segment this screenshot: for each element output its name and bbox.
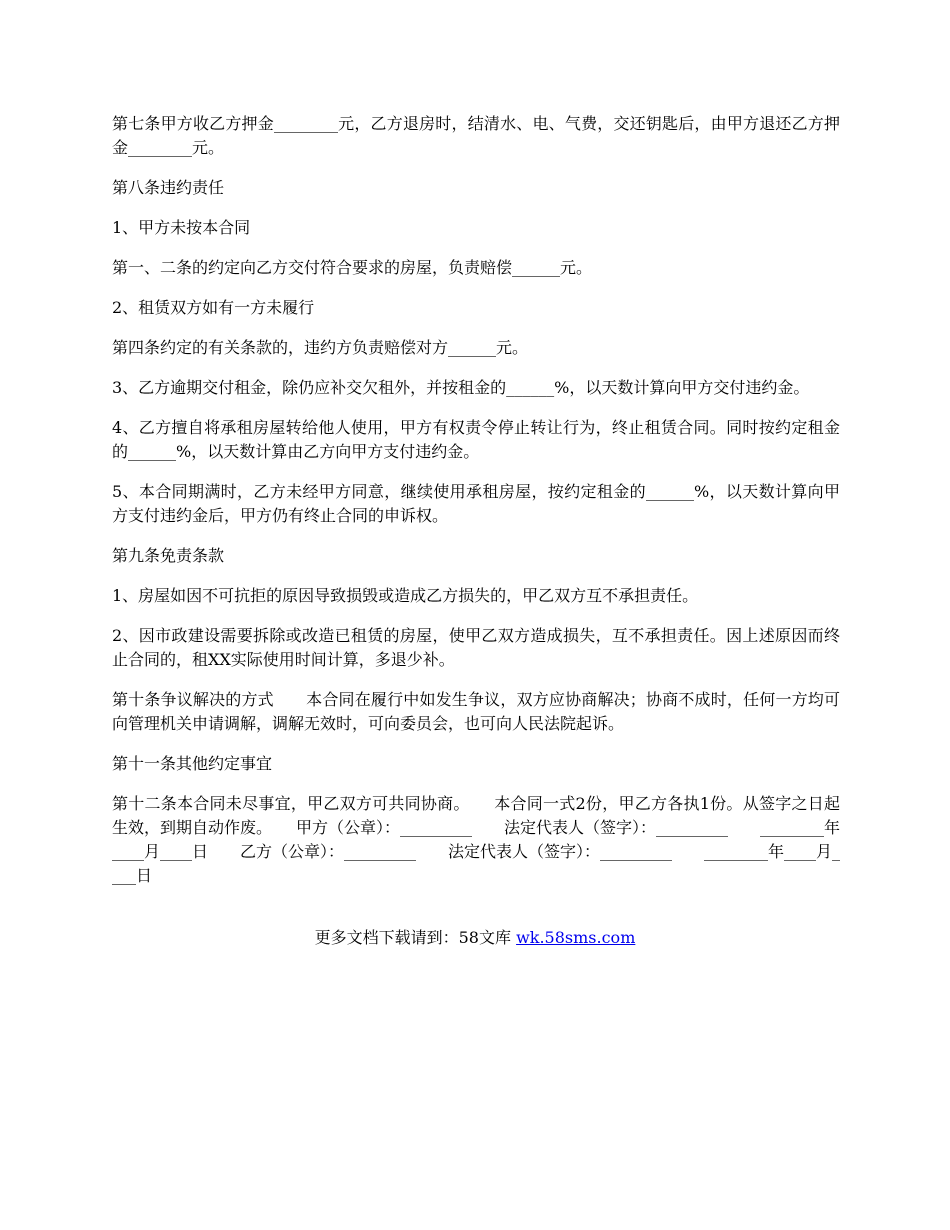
clause-9-item-2: 2、因市政建设需要拆除或改造已租赁的房屋，使甲乙双方造成损失，互不承担责任。因上述原因而终止合同的，租XX实际使用时间计算，多退少补。 — [112, 626, 840, 669]
clause-9-item-1: 1、房屋如因不可抗拒的原因导致损毁或造成乙方损失的，甲乙双方互不承担责任。 — [112, 586, 699, 605]
clause-8-heading: 第八条违约责任 — [112, 178, 225, 197]
clause-8-item-5: 5、本合同期满时，乙方未经甲方同意，继续使用承租房屋，按约定租金的______%，以天数计算向甲方支付违约金后，甲方仍有终止合同的申诉权。 — [112, 482, 840, 525]
clause-12-signatures: 第十二条本合同未尽事宜，甲乙双方可共同协商。 本合同一式2份，甲乙方各执1份。从签字之日起生效，到期自动作废。 甲方（公章）：_________ 法定代表人（签字）：_________ ________年____月____日 乙方（公章）：_________ 法定代表人（签字）：_________ ________年____月____日 — [112, 794, 841, 885]
clause-9-heading: 第九条免责条款 — [112, 546, 225, 565]
clause-8-item-4: 4、乙方擅自将承租房屋转给他人使用，甲方有权责令停止转让行为，终止租赁合同。同时按约定租金的______%，以天数计算由乙方向甲方支付违约金。 — [112, 418, 840, 461]
clause-11-heading: 第十一条其他约定事宜 — [112, 754, 273, 773]
clause-8-item-3: 3、乙方逾期交付租金，除仍应补交欠租外，并按租金的______%，以天数计算向甲方交付违约金。 — [112, 378, 810, 397]
footer-link[interactable]: wk.58sms.com — [516, 928, 636, 947]
clause-8-item-2-detail: 第四条约定的有关条款的，违约方负责赔偿对方______元。 — [112, 338, 529, 357]
footer-prefix: 更多文档下载请到：58文库 — [314, 928, 517, 947]
clause-8-item-1-detail: 第一、二条的约定向乙方交付符合要求的房屋，负责赔偿______元。 — [112, 258, 593, 277]
clause-8-item-2: 2、租赁双方如有一方未履行 — [112, 298, 315, 317]
document-body — [112, 112, 840, 904]
clause-8-item-1: 1、甲方未按本合同 — [112, 218, 251, 237]
clause-10-dispute: 第十条争议解决的方式 本合同在履行中如发生争议，双方应协商解决；协商不成时，任何一方均可向管理机关申请调解，调解无效时，可向委员会，也可向人民法院起诉。 — [112, 690, 840, 733]
clause-7-deposit: 第七条甲方收乙方押金________元，乙方退房时，结清水、电、气费，交还钥匙后，由甲方退还乙方押金________元。 — [112, 114, 840, 157]
download-footer — [0, 926, 950, 950]
